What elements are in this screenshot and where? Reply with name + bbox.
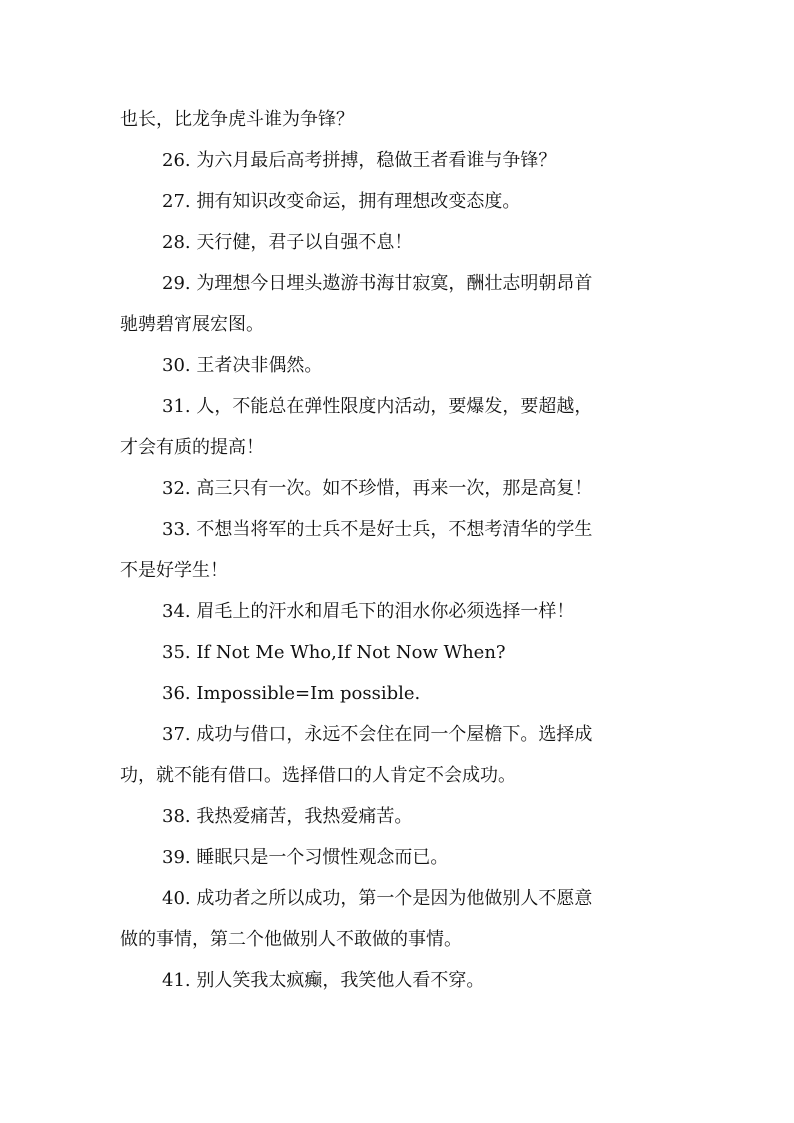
text-line: 40. 成功者之所以成功，第一个是因为他做别人不愿意	[162, 888, 593, 909]
text-line: 29. 为理想今日埋头遨游书海甘寂寞，酬壮志明朝昂首	[162, 273, 593, 294]
text-line: 34. 眉毛上的汗水和眉毛下的泪水你必须选择一样！	[162, 601, 575, 622]
text-line: 41. 别人笑我太疯癫，我笑他人看不穿。	[162, 970, 485, 991]
text-line: 32. 高三只有一次。如不珍惜，再来一次，那是高复！	[162, 478, 593, 499]
text-line: 27. 拥有知识改变命运，拥有理想改变态度。	[162, 191, 521, 212]
text-line: 26. 为六月最后高考拼搏，稳做王者看谁与争锋？	[162, 150, 557, 171]
text-line: 37. 成功与借口，永远不会住在同一个屋檐下。选择成	[162, 724, 593, 745]
text-line: 35. If Not Me Who,If Not Now When?	[162, 642, 506, 663]
text-line: 不是好学生！	[120, 560, 228, 581]
text-line: 30. 王者决非偶然。	[162, 355, 323, 376]
text-line: 也长，比龙争虎斗谁为争锋？	[120, 109, 354, 130]
text-line: 31. 人，不能总在弹性限度内活动，要爆发，要超越，	[162, 396, 593, 417]
text-line: 33. 不想当将军的士兵不是好士兵，不想考清华的学生	[162, 519, 593, 540]
text-line: 才会有质的提高！	[120, 437, 264, 458]
text-line: 功，就不能有借口。选择借口的人肯定不会成功。	[120, 765, 516, 786]
text-line: 做的事情，第二个他做别人不敢做的事情。	[120, 929, 462, 950]
text-line: 36. Impossible=Im possible.	[162, 683, 421, 704]
text-line: 驰骋碧宵展宏图。	[120, 314, 264, 335]
text-line: 28. 天行健，君子以自强不息！	[162, 232, 413, 253]
text-line: 38. 我热爱痛苦，我热爱痛苦。	[162, 806, 413, 827]
text-line: 39. 睡眠只是一个习惯性观念而已。	[162, 847, 449, 868]
document-body	[120, 99, 680, 1001]
